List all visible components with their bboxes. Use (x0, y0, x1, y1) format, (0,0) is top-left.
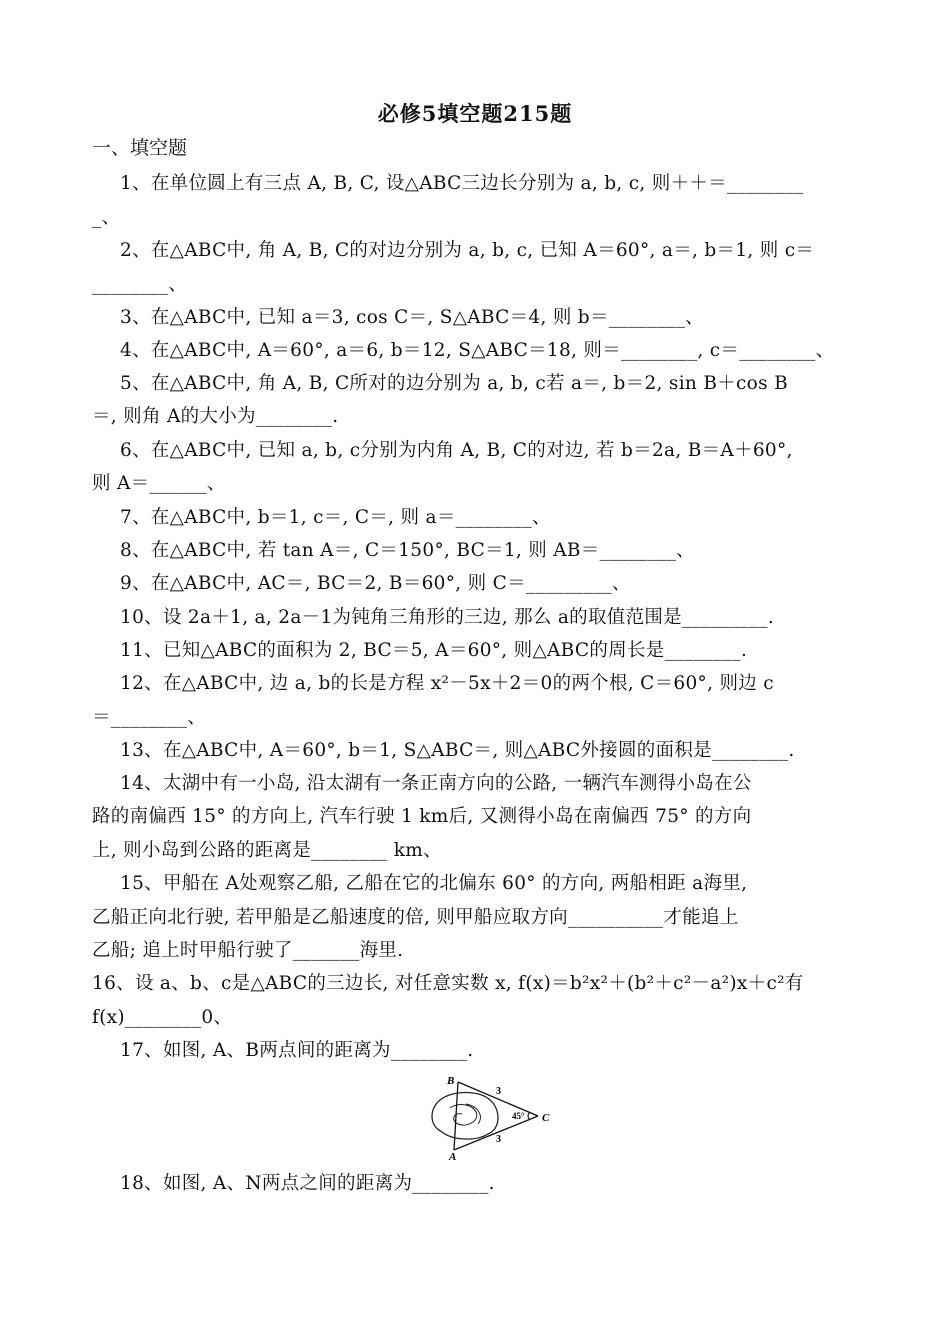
question-17: 17、如图, A、B两点间的距离为________. (120, 1040, 474, 1061)
question-7: 7、在△ABC中, b＝1, c＝, C＝, 则 a＝________、 (120, 507, 551, 528)
question-4: 4、在△ABC中, A＝60°, a＝6, b＝12, S△ABC＝18, 则＝________, c＝________、 (120, 340, 835, 361)
question-16-cont: f(x)________0、 (92, 1007, 233, 1028)
section-heading: 一、填空题 (92, 137, 188, 159)
question-15-cont2: 乙船; 追上时甲船行驶了_______海里. (92, 940, 404, 961)
question-6-cont: 则 A＝______、 (92, 473, 226, 494)
label-b: B (447, 1075, 455, 1087)
lake-swirl (450, 1104, 480, 1125)
question-14-cont: 路的南偏西 15° 的方向上, 汽车行驶 1 km后, 又测得小岛在南偏西 75° 的方向 (92, 806, 752, 827)
question-18: 18、如图, A、N两点之间的距离为________. (120, 1173, 495, 1194)
label-side-ac: 3 (496, 1134, 501, 1145)
label-c: C (542, 1112, 550, 1124)
question-1: 1、在单位圆上有三点 A, B, C, 设△ABC三边长分别为 a, b, c, 则＋＋＝________ (120, 173, 804, 194)
question-2: 2、在△ABC中, 角 A, B, C的对边分别为 a, b, c, 已知 A＝60°, a＝, b＝1, 则 c＝ (120, 240, 815, 261)
question-2-cont: ________、 (92, 274, 188, 295)
question-1-cont: _、 (92, 207, 121, 228)
question-5-cont: ＝, 则角 A的大小为________. (92, 406, 339, 427)
question-8: 8、在△ABC中, 若 tan A＝, C＝150°, BC＝1, 则 AB＝________、 (120, 540, 695, 561)
page-title: 必修5填空题215题 (377, 101, 573, 126)
lake-outline (432, 1093, 498, 1140)
question-3: 3、在△ABC中, 已知 a＝3, cos C＝, S△ABC＝4, 则 b＝________、 (120, 307, 704, 328)
triangle-lake-figure (420, 1070, 570, 1160)
question-9: 9、在△ABC中, AC＝, BC＝2, B＝60°, 则 C＝_________、 (120, 573, 631, 594)
question-14: 14、太湖中有一小岛, 沿太湖有一条正南方向的公路, 一辆汽车测得小岛在公 (120, 773, 752, 794)
question-11: 11、已知△ABC的面积为 2, BC＝5, A＝60°, 则△ABC的周长是________. (120, 640, 748, 661)
question-12: 12、在△ABC中, 边 a, b的长是方程 x²－5x＋2＝0的两个根, C＝60°, 则边 c (120, 673, 774, 694)
question-12-cont: ＝________、 (92, 707, 207, 728)
label-side-bc: 3 (496, 1086, 501, 1097)
question-15-cont: 乙船正向北行驶, 若甲船是乙船速度的倍, 则甲船应取方向__________才能追上 (92, 907, 739, 928)
question-15: 15、甲船在 A处观察乙船, 乙船在它的北偏东 60° 的方向, 两船相距 a海里, (120, 873, 748, 894)
label-a: A (449, 1151, 457, 1160)
question-13: 13、在△ABC中, A＝60°, b＝1, S△ABC＝, 则△ABC外接圆的面积是________. (120, 740, 795, 761)
question-6: 6、在△ABC中, 已知 a, b, c分别为内角 A, B, C的对边, 若 b＝2a, B＝A＋60°, (120, 440, 793, 461)
label-angle: 45° (512, 1111, 525, 1121)
question-16: 16、设 a、b、c是△ABC的三边长, 对任意实数 x, f(x)＝b²x²＋(b²＋c²－a²)x＋c²有 (92, 973, 804, 994)
question-10: 10、设 2a＋1, a, 2a－1为钝角三角形的三边, 那么 a的取值范围是_________. (120, 607, 775, 628)
question-5: 5、在△ABC中, 角 A, B, C所对的边分别为 a, b, c若 a＝, b＝2, sin B＋cos B (120, 373, 788, 394)
question-14-cont2: 上, 则小岛到公路的距离是________ km、 (92, 840, 442, 861)
